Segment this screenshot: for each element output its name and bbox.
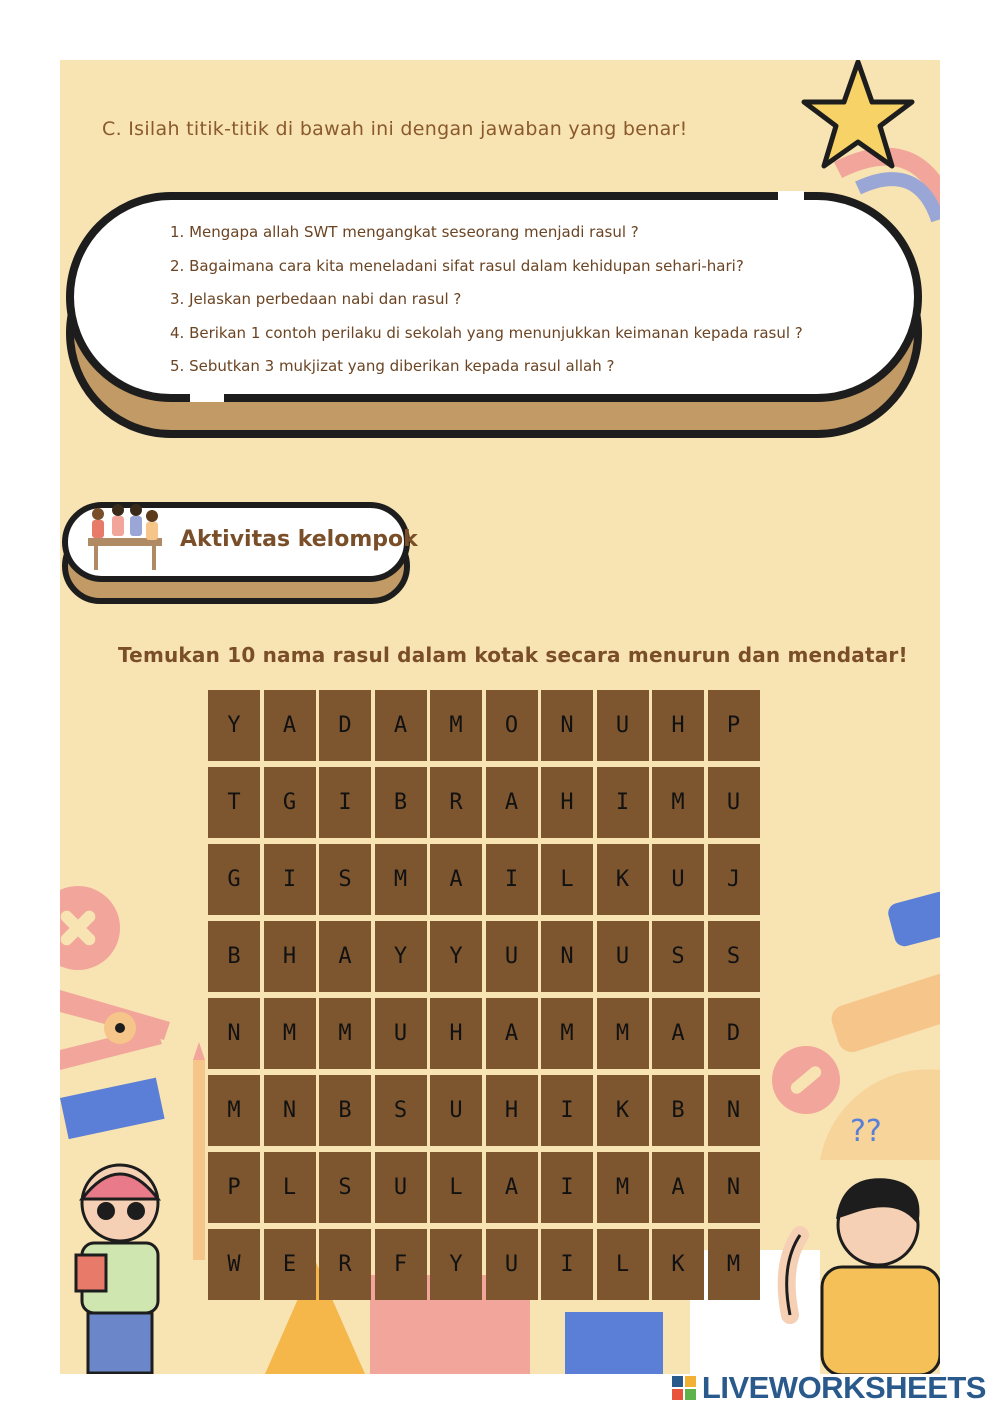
brand-name: LIVEWORKSHEETS [701, 1370, 986, 1405]
grid-cell[interactable]: U [597, 921, 649, 992]
grid-cell[interactable]: M [708, 1229, 760, 1300]
grid-cell[interactable]: A [375, 690, 427, 761]
grid-cell[interactable]: A [486, 767, 538, 838]
grid-cell[interactable]: G [208, 844, 260, 915]
grid-cell[interactable]: N [208, 998, 260, 1069]
grid-cell[interactable]: M [597, 998, 649, 1069]
grid-cell[interactable]: S [652, 921, 704, 992]
question-item: 4. Berikan 1 contoh perilaku di sekolah yang menunjukkan keimanan kepada rasul ? [170, 323, 803, 342]
grid-cell[interactable]: B [652, 1075, 704, 1146]
grid-cell[interactable]: M [264, 998, 316, 1069]
grid-cell[interactable]: A [264, 690, 316, 761]
grid-cell[interactable]: M [319, 998, 371, 1069]
grid-cell[interactable]: N [541, 921, 593, 992]
liveworksheets-logo [672, 1368, 986, 1408]
grid-cell[interactable]: M [430, 690, 482, 761]
grid-cell[interactable]: P [708, 690, 760, 761]
grid-cell[interactable]: Y [430, 1229, 482, 1300]
grid-cell[interactable]: Y [430, 921, 482, 992]
grid-cell[interactable]: G [264, 767, 316, 838]
grid-cell[interactable]: A [652, 998, 704, 1069]
grid-cell[interactable]: P [208, 1152, 260, 1223]
grid-cell[interactable]: I [597, 767, 649, 838]
grid-cell[interactable]: Y [375, 921, 427, 992]
grid-cell[interactable]: Y [208, 690, 260, 761]
grid-cell[interactable]: D [708, 998, 760, 1069]
grid-cell[interactable]: U [430, 1075, 482, 1146]
grid-cell[interactable]: H [430, 998, 482, 1069]
grid-cell[interactable]: H [652, 690, 704, 761]
grid-cell[interactable]: S [319, 844, 371, 915]
grid-cell[interactable]: U [375, 998, 427, 1069]
grid-cell[interactable]: L [597, 1229, 649, 1300]
grid-cell[interactable]: A [430, 844, 482, 915]
grid-cell[interactable]: M [652, 767, 704, 838]
grid-cell[interactable]: N [264, 1075, 316, 1146]
grid-cell[interactable]: U [708, 767, 760, 838]
grid-cell[interactable]: B [375, 767, 427, 838]
grid-cell[interactable]: H [541, 767, 593, 838]
grid-cell[interactable]: B [319, 1075, 371, 1146]
grid-cell[interactable]: R [430, 767, 482, 838]
grid-cell[interactable]: A [319, 921, 371, 992]
section-heading: C. Isilah titik-titik di bawah ini dengan jawaban yang benar! [102, 118, 688, 140]
grid-cell[interactable]: U [597, 690, 649, 761]
grid-cell[interactable]: I [319, 767, 371, 838]
grid-cell[interactable]: M [375, 844, 427, 915]
group-study-icon [82, 500, 168, 576]
activity-label: Aktivitas kelompok [180, 527, 418, 552]
grid-cell[interactable]: O [486, 690, 538, 761]
liveworksheets-logo-icon [672, 1376, 696, 1400]
grid-cell[interactable]: L [264, 1152, 316, 1223]
grid-cell[interactable]: A [486, 998, 538, 1069]
grid-cell[interactable]: F [375, 1229, 427, 1300]
grid-cell[interactable]: N [541, 690, 593, 761]
grid-cell[interactable]: T [208, 767, 260, 838]
grid-cell[interactable]: K [597, 1075, 649, 1146]
grid-cell[interactable]: L [430, 1152, 482, 1223]
question-item: 5. Sebutkan 3 mukjizat yang diberikan kepada rasul allah ? [170, 357, 615, 375]
student-with-books-icon [60, 1155, 180, 1374]
grid-cell[interactable]: E [264, 1229, 316, 1300]
grid-cell[interactable]: N [708, 1075, 760, 1146]
svg-text:??: ?? [850, 1115, 882, 1149]
grid-cell[interactable]: A [652, 1152, 704, 1223]
box-border-gap [190, 392, 224, 402]
grid-cell[interactable]: I [264, 844, 316, 915]
grid-cell[interactable]: B [208, 921, 260, 992]
grid-cell[interactable]: S [708, 921, 760, 992]
grid-cell[interactable]: I [541, 1075, 593, 1146]
grid-cell[interactable]: U [486, 1229, 538, 1300]
grid-cell[interactable]: S [375, 1075, 427, 1146]
grid-cell[interactable]: N [708, 1152, 760, 1223]
grid-cell[interactable]: I [541, 1229, 593, 1300]
question-list [170, 216, 803, 384]
confused-student-icon [750, 1115, 940, 1374]
grid-cell[interactable]: U [486, 921, 538, 992]
grid-cell[interactable]: S [319, 1152, 371, 1223]
grid-cell[interactable]: I [541, 1152, 593, 1223]
grid-cell[interactable]: L [541, 844, 593, 915]
grid-cell[interactable]: I [486, 844, 538, 915]
question-item: 3. Jelaskan perbedaan nabi dan rasul ? [170, 290, 462, 308]
grid-cell[interactable]: U [652, 844, 704, 915]
grid-cell[interactable]: A [486, 1152, 538, 1223]
grid-cell[interactable]: K [652, 1229, 704, 1300]
grid-cell[interactable]: K [597, 844, 649, 915]
grid-cell[interactable]: M [597, 1152, 649, 1223]
grid-cell[interactable]: H [486, 1075, 538, 1146]
grid-cell[interactable]: R [319, 1229, 371, 1300]
grid-cell[interactable]: J [708, 844, 760, 915]
grid-cell[interactable]: D [319, 690, 371, 761]
question-item: 2. Bagaimana cara kita meneladani sifat rasul dalam kehidupan sehari-hari? [170, 256, 744, 275]
word-search-grid [208, 690, 760, 1300]
grid-cell[interactable]: H [264, 921, 316, 992]
grid-cell[interactable]: W [208, 1229, 260, 1300]
grid-cell[interactable]: M [208, 1075, 260, 1146]
wordsearch-instruction: Temukan 10 nama rasul dalam kotak secara menurun dan mendatar! [118, 643, 908, 667]
box-border-gap [778, 191, 804, 201]
grid-cell[interactable]: M [541, 998, 593, 1069]
question-item: 1. Mengapa allah SWT mengangkat seseorang menjadi rasul ? [170, 223, 639, 241]
grid-cell[interactable]: U [375, 1152, 427, 1223]
worksheet-page [60, 60, 940, 1374]
